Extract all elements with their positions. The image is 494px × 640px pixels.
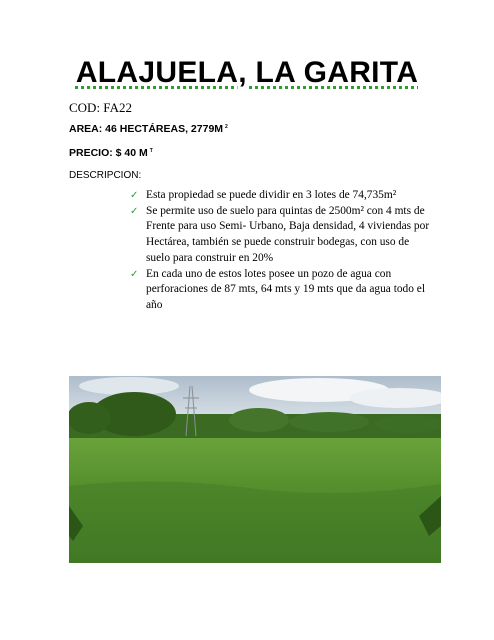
area-text: AREA: 46 HECTÁREAS, 2779M bbox=[69, 123, 224, 135]
list-item-text: En cada uno de estos lotes posee un pozo de agua con perforaciones de 87 mts, 64 mts y 19 mts que da agua todo el año bbox=[146, 267, 426, 311]
price-text: PRECIO: $ 40 M bbox=[69, 147, 148, 159]
description-label: DESCRIPCION: bbox=[69, 170, 142, 181]
page-title: ALAJUELA, LA GARITA bbox=[75, 56, 419, 89]
area-superscript: 2 bbox=[225, 123, 228, 130]
list-item bbox=[130, 204, 430, 267]
checkmark-icon: ✓ bbox=[130, 205, 139, 217]
list-item-text: Se permite uso de suelo para quintas de 2500m² con 4 mts de Frente para uso Semi- Urbano, Baja densidad, 4 viviendas por Hectárea, también se puede construir bodegas, con uso de suelo para construir en 20% bbox=[146, 204, 430, 264]
list-item bbox=[130, 188, 430, 204]
list-item bbox=[130, 267, 430, 314]
feature-list bbox=[130, 188, 430, 314]
property-photo bbox=[69, 376, 441, 563]
grass-texture bbox=[69, 481, 441, 563]
checkmark-icon: ✓ bbox=[130, 190, 139, 201]
price-superscript: T bbox=[149, 147, 153, 154]
list-item-text: Esta propiedad se puede dividir en 3 lotes de 74,735m² bbox=[146, 189, 397, 201]
price-line bbox=[69, 147, 153, 159]
area-line bbox=[69, 123, 228, 135]
checkmark-icon: ✓ bbox=[130, 268, 139, 280]
property-code: COD: FA22 bbox=[69, 100, 132, 115]
